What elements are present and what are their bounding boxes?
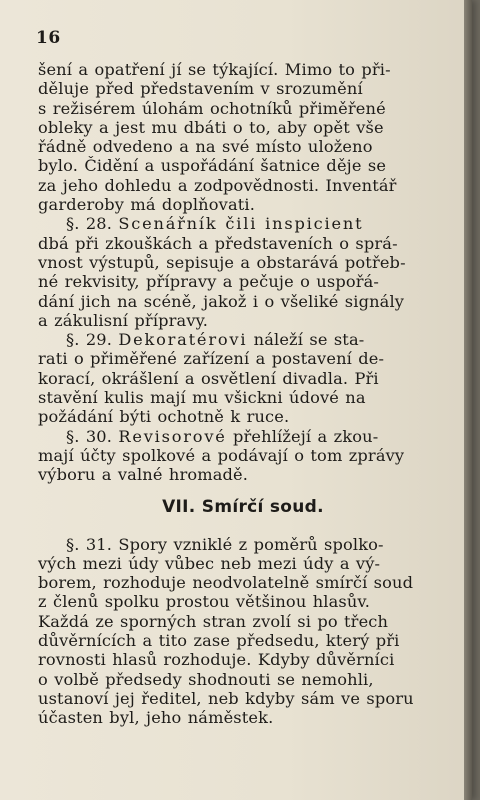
page-edge [464, 0, 472, 800]
section-title: Revisorové [118, 426, 227, 446]
section-title: Scenářník čili inspicient [118, 214, 364, 234]
section-text: přehlížejí a zkou- [226, 426, 379, 446]
text-line: vých mezi údy vůbec neb mezi údy a vý- [38, 553, 381, 573]
text-line: požádání býti ochotně k ruce. [38, 407, 290, 427]
text-line: výboru a valné hromadě. [38, 465, 249, 485]
text-line: řádně odvedeno a na své místo uloženo [38, 137, 373, 157]
text-line: dání jich na scéně, jakož i o všeliké signály [38, 291, 405, 311]
text-line: né rekvisity, přípravy a pečuje o uspořá- [38, 272, 380, 292]
section-first-line [38, 427, 448, 446]
section-28 [38, 214, 448, 330]
text-line: o volbě předsedy shodnouti se nemohli, [38, 669, 374, 689]
text-line: borem, rozhoduje neodvolatelně smírčí soud [38, 573, 414, 593]
page-number: 16 [36, 28, 61, 48]
text-line: Každá ze sporných stran zvolí si po třech [38, 611, 389, 631]
section-number: §. 30. [66, 426, 119, 446]
text-line: účasten byl, jeho náměstek. [38, 708, 274, 728]
text-line: garderoby má doplňovati. [38, 195, 256, 215]
text-line: s režisérem úlohám ochotníků přiměřené [38, 98, 386, 118]
text-line: za jeho dohledu a zodpovědnosti. Inventář [38, 175, 397, 195]
text-line: a zákulisní přípravy. [38, 310, 209, 330]
section-30 [38, 427, 448, 485]
section-first-line: §. 31. Spory vzniklé z poměrů spolko- [66, 534, 384, 554]
section-text: náleží se sta- [247, 330, 365, 350]
text-line: rovnosti hlasů rozhoduje. Kdyby důvěrníci [38, 650, 395, 670]
text-line: vnost výstupů, sepisuje a obstarává potřeb- [38, 252, 406, 272]
text-line: z členů spolku prostou většinou hlasův. [38, 592, 371, 612]
text-line: bylo. Čidění a uspořádání šatnice děje se [38, 156, 387, 176]
text-line: ustanoví jej ředitel, neb kdyby sám ve sporu [38, 688, 414, 708]
section-first-line [38, 214, 448, 233]
section-first-line [38, 330, 448, 349]
text-line: mají účty spolkové a podávají o tom zprávy [38, 445, 405, 465]
section-29 [38, 330, 448, 426]
section-number: §. 28. [66, 214, 119, 234]
section-31 [38, 535, 448, 728]
text-line: obleky a jest mu dbáti o to, aby opět vše [38, 117, 384, 137]
page-text [38, 60, 448, 728]
text-line: důvěrnících a tito zase předsedu, který při [38, 631, 400, 651]
text-line: dbá při zkouškách a představeních o sprá- [38, 233, 398, 253]
section-title: Dekoratérovi [118, 330, 248, 350]
text-line: šení a opatření jí se týkající. Mimo to při- [38, 60, 391, 79]
chapter-heading: VII. Smírčí soud. [162, 496, 324, 517]
text-line: děluje před představením v srozumění [38, 79, 363, 99]
text-line: stavění kulis mají mu všickni údové na [38, 388, 366, 408]
section-number: §. 29. [66, 330, 119, 350]
text-line: korací, okrášlení a osvětlení divadla. Při [38, 368, 379, 388]
paragraph-continued [38, 60, 448, 214]
text-line: rati o přiměřené zařízení a postavení de- [38, 349, 385, 369]
